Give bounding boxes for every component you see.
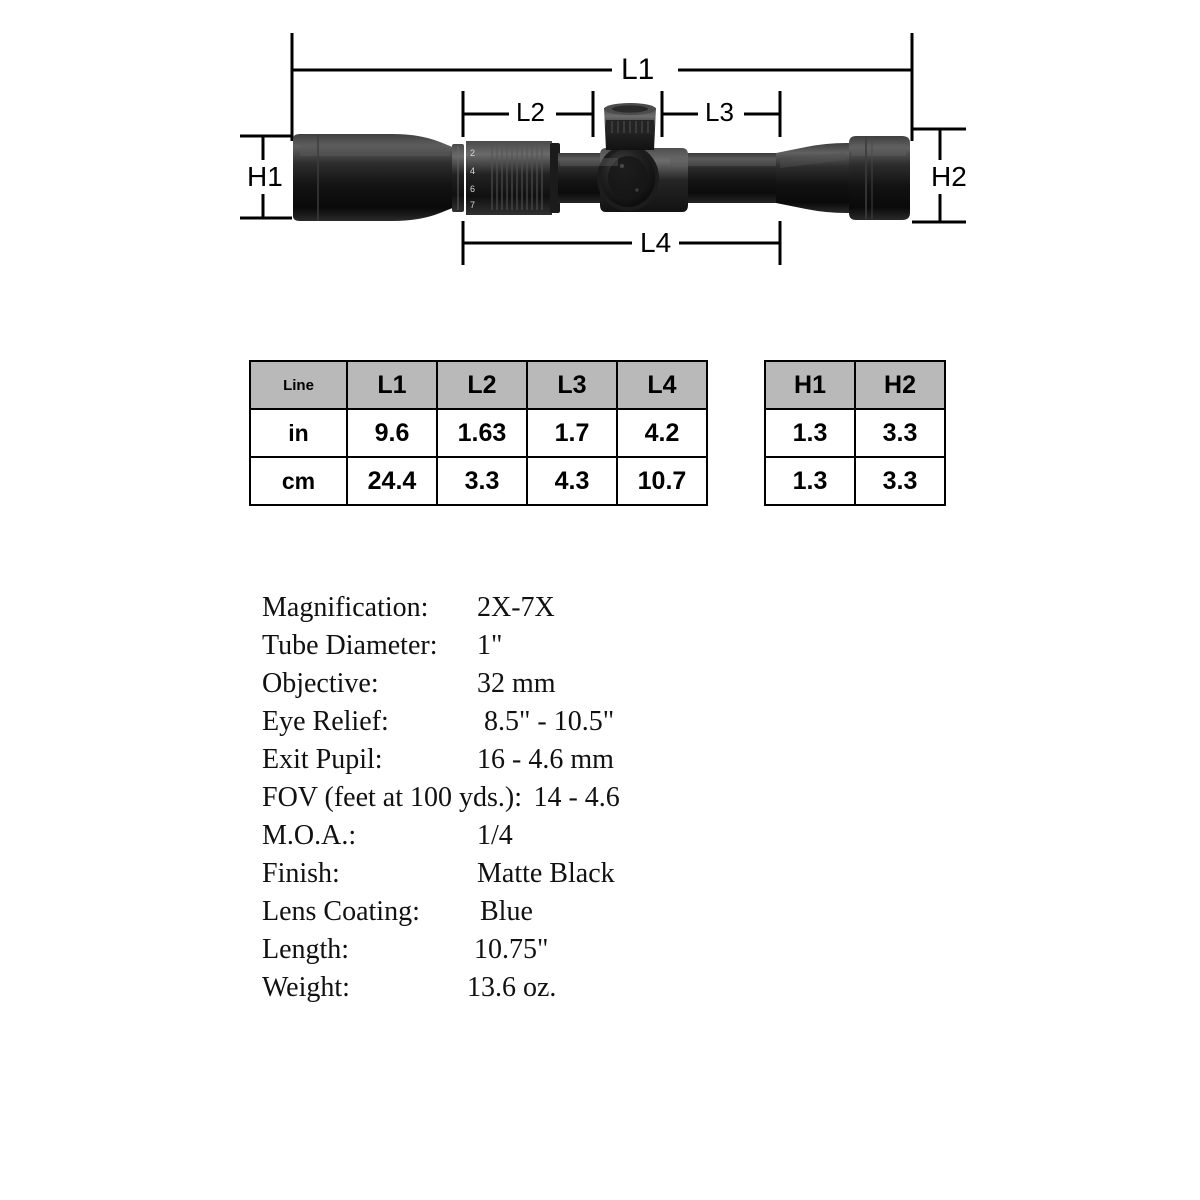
spec-row — [262, 592, 620, 630]
table-row — [765, 409, 945, 457]
spec-value: 2X-7X — [477, 592, 555, 623]
cell-in-l4: 4.2 — [617, 409, 707, 457]
cell-in-h1: 1.3 — [765, 409, 855, 457]
cell-in-h2: 3.3 — [855, 409, 945, 457]
dimension-label-l1: L1 — [612, 55, 663, 85]
scope-illustration — [0, 0, 1200, 300]
spec-value: 16 - 4.6 mm — [477, 744, 614, 775]
dimension-label-h2: H2 — [931, 161, 967, 192]
table-row — [765, 457, 945, 505]
scope-diagram — [0, 0, 1200, 300]
height-dimensions-table — [764, 360, 946, 506]
column-header-l3: L3 — [527, 361, 617, 409]
spec-key: Finish: — [262, 858, 340, 889]
spec-value: 1/4 — [477, 820, 513, 851]
line-dimensions-table — [249, 360, 708, 506]
table-header-row — [250, 361, 707, 409]
scope-body — [293, 103, 910, 221]
svg-text:7: 7 — [470, 200, 476, 210]
cell-in-l1: 9.6 — [347, 409, 437, 457]
spec-value: 1" — [477, 630, 503, 661]
table-row — [250, 409, 707, 457]
spec-row — [262, 744, 620, 782]
svg-text:2: 2 — [470, 148, 476, 158]
spec-value: 8.5" - 10.5" — [484, 706, 615, 737]
cell-cm-h2: 3.3 — [855, 457, 945, 505]
column-header-l4: L4 — [617, 361, 707, 409]
spec-row — [262, 668, 620, 706]
spec-key: Exit Pupil: — [262, 744, 383, 775]
spec-key: M.O.A.: — [262, 820, 357, 851]
spec-value: 32 mm — [477, 668, 556, 699]
spec-row — [262, 782, 620, 820]
spec-row — [262, 972, 620, 1010]
table-header-row — [765, 361, 945, 409]
cell-cm-l3: 4.3 — [527, 457, 617, 505]
spec-value: Matte Black — [477, 858, 615, 889]
spec-key: Objective: — [262, 668, 379, 699]
spec-row — [262, 630, 620, 668]
cell-cm-h1: 1.3 — [765, 457, 855, 505]
column-header-h1: H1 — [765, 361, 855, 409]
dimension-label-l2: L2 — [509, 99, 552, 125]
spec-key: FOV (feet at 100 yds.): — [262, 782, 522, 813]
dimension-label-l4: L4 — [632, 229, 679, 257]
spec-value: 14 - 4.6 — [533, 782, 620, 813]
column-header-line: Line — [250, 361, 347, 409]
spec-key: Magnification: — [262, 592, 429, 623]
cell-cm-l1: 24.4 — [347, 457, 437, 505]
cell-unit-cm: cm — [250, 457, 347, 505]
spec-value: Blue — [480, 896, 533, 927]
column-header-h2: H2 — [855, 361, 945, 409]
spec-row — [262, 934, 620, 972]
cell-cm-l4: 10.7 — [617, 457, 707, 505]
column-header-l2: L2 — [437, 361, 527, 409]
dimension-label-h1: H1 — [247, 161, 283, 192]
spec-row — [262, 858, 620, 896]
svg-text:4: 4 — [470, 166, 476, 176]
svg-text:6: 6 — [470, 184, 476, 194]
spec-value: 10.75" — [474, 934, 549, 965]
cell-cm-l2: 3.3 — [437, 457, 527, 505]
table-row — [250, 457, 707, 505]
cell-unit-in: in — [250, 409, 347, 457]
cell-in-l3: 1.7 — [527, 409, 617, 457]
spec-key: Length: — [262, 934, 350, 965]
spec-row — [262, 706, 620, 744]
spec-row — [262, 820, 620, 858]
specifications-list — [262, 592, 620, 1010]
spec-key: Weight: — [262, 972, 350, 1003]
dimension-label-l3: L3 — [698, 99, 741, 125]
spec-key: Tube Diameter: — [262, 630, 438, 661]
cell-in-l2: 1.63 — [437, 409, 527, 457]
spec-key: Lens Coating: — [262, 896, 420, 927]
spec-row — [262, 896, 620, 934]
spec-value: 13.6 oz. — [467, 972, 557, 1003]
column-header-l1: L1 — [347, 361, 437, 409]
spec-key: Eye Relief: — [262, 706, 389, 737]
